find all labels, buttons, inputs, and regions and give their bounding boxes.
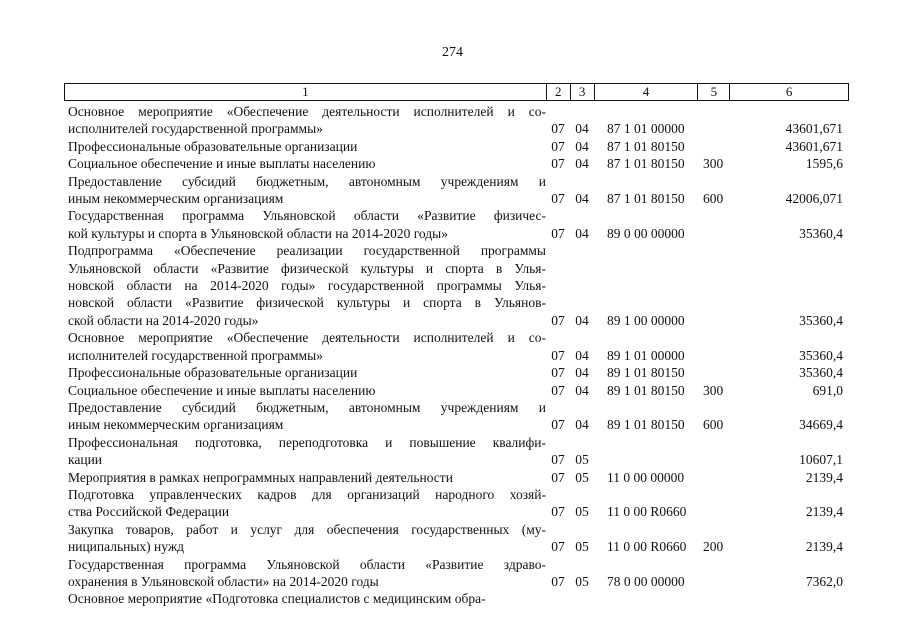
column-header-1: 1 <box>302 84 309 99</box>
table-row <box>64 103 849 138</box>
section-code: 07 <box>551 539 565 555</box>
subsection-code: 05 <box>575 539 589 555</box>
subsection-code: 05 <box>575 469 589 485</box>
description-line: кации <box>68 452 103 468</box>
target-article-code: 87 1 01 80150 <box>607 138 685 154</box>
subsection-code: 04 <box>575 225 589 241</box>
table-row <box>64 434 849 469</box>
description-line: Ульяновской области «Развитие физической культуры и спорта в Улья- <box>68 260 546 276</box>
row-description <box>64 364 546 381</box>
target-article-code: 11 0 00 R0660 <box>607 504 687 520</box>
section-code: 07 <box>551 191 565 207</box>
section-code: 07 <box>551 156 565 172</box>
column-header-2: 2 <box>546 84 570 100</box>
expense-type-code: 600 <box>703 417 724 433</box>
description-line: исполнителей государственной программы» <box>68 121 323 137</box>
table-header <box>64 83 849 101</box>
table-row <box>64 138 849 155</box>
description-line: Социальное обеспечение и иные выплаты населению <box>68 382 376 398</box>
description-line: Профессиональные образовательные организации <box>68 138 358 154</box>
subsection-code: 04 <box>575 347 589 363</box>
description-line: ства Российской Федерации <box>68 504 230 520</box>
description-line: Предоставление субсидий бюджетным, автономным учреждениям и <box>68 173 546 189</box>
description-line: новской области на 2014-2020 годы» государственной программы Улья- <box>68 278 546 294</box>
table-row <box>64 382 849 399</box>
amount: 43601,671 <box>785 121 843 137</box>
section-code: 07 <box>551 382 565 398</box>
description-line: Государственная программа Ульяновской области «Развитие физичес- <box>68 208 546 224</box>
target-article-code: 89 1 01 80150 <box>607 382 685 398</box>
amount: 35360,4 <box>799 347 843 363</box>
section-code: 07 <box>551 312 565 328</box>
amount: 691,0 <box>812 382 843 398</box>
section-code: 07 <box>551 365 565 381</box>
description-line: Основное мероприятие «Обеспечение деятельности исполнителей и со- <box>68 104 546 119</box>
column-header-5: 5 <box>697 84 729 100</box>
row-description <box>64 155 546 172</box>
table-row <box>64 521 849 556</box>
row-description <box>64 590 546 607</box>
subsection-code: 04 <box>575 382 589 398</box>
amount: 2139,4 <box>805 504 843 520</box>
subsection-code: 04 <box>575 417 589 433</box>
subsection-code: 05 <box>575 573 589 589</box>
description-line: иным некоммерческим организациям <box>68 417 284 433</box>
expense-type-code: 200 <box>703 539 724 555</box>
description-line: Закупка товаров, работ и услуг для обеспечения государственных (му- <box>68 521 546 537</box>
subsection-code: 04 <box>575 121 589 137</box>
table-row <box>64 329 849 364</box>
row-description <box>64 103 546 138</box>
table-row <box>64 242 849 329</box>
subsection-code: 05 <box>575 452 589 468</box>
table-row <box>64 155 849 172</box>
description-line: Профессиональная подготовка, переподготовка и повышение квалифи- <box>68 434 546 450</box>
section-code: 07 <box>551 225 565 241</box>
amount: 2139,4 <box>805 539 843 555</box>
amount: 10607,1 <box>799 452 843 468</box>
description-line: охранения в Ульяновской области» на 2014-2020 годы <box>68 573 379 589</box>
target-article-code: 87 1 01 80150 <box>607 191 685 207</box>
table-row <box>64 364 849 381</box>
subsection-code: 04 <box>575 156 589 172</box>
description-line: ниципальных) нужд <box>68 539 185 555</box>
table-row <box>64 207 849 242</box>
description-line: Государственная программа Ульяновской области «Развитие здраво- <box>68 556 546 572</box>
target-article-code: 87 1 01 80150 <box>607 156 685 172</box>
expense-type-code: 600 <box>703 191 724 207</box>
section-code: 07 <box>551 573 565 589</box>
description-line: кой культуры и спорта в Ульяновской области на 2014-2020 годы» <box>68 225 448 241</box>
description-line: Основное мероприятие «Обеспечение деятельности исполнителей и со- <box>68 330 546 346</box>
table-row <box>64 173 849 208</box>
budget-table <box>64 83 849 608</box>
table-row <box>64 469 849 486</box>
target-article-code: 11 0 00 00000 <box>607 469 685 485</box>
description-line: Подпрограмма «Обеспечение реализации государственной программы <box>68 243 546 259</box>
subsection-code: 04 <box>575 365 589 381</box>
expense-type-code: 300 <box>703 156 724 172</box>
amount: 42006,071 <box>785 191 843 207</box>
page-number: 274 <box>442 45 463 60</box>
row-description <box>64 434 546 469</box>
description-line: иным некоммерческим организациям <box>68 191 284 207</box>
column-header-6: 6 <box>729 84 848 100</box>
row-description <box>64 486 546 521</box>
description-line: новской области «Развитие физической культуры и спорта в Ульянов- <box>68 295 546 311</box>
subsection-code: 05 <box>575 504 589 520</box>
target-article-code: 78 0 00 00000 <box>607 573 685 589</box>
amount: 34669,4 <box>799 417 843 433</box>
row-description <box>64 556 546 591</box>
row-description <box>64 242 546 329</box>
row-description <box>64 138 546 155</box>
amount: 2139,4 <box>805 469 843 485</box>
table-row <box>64 399 849 434</box>
target-article-code: 89 1 01 80150 <box>607 365 685 381</box>
column-header-3: 3 <box>570 84 594 100</box>
amount: 35360,4 <box>799 312 843 328</box>
column-header-4: 4 <box>594 84 698 100</box>
section-code: 07 <box>551 347 565 363</box>
row-description <box>64 173 546 208</box>
description-line: Подготовка управленческих кадров для организаций народного хозяй- <box>68 486 546 502</box>
section-code: 07 <box>551 138 565 154</box>
section-code: 07 <box>551 469 565 485</box>
section-code: 07 <box>551 452 565 468</box>
row-description <box>64 399 546 434</box>
amount: 1595,6 <box>805 156 843 172</box>
subsection-code: 04 <box>575 312 589 328</box>
target-article-code: 11 0 00 R0660 <box>607 539 687 555</box>
table-row <box>64 590 849 607</box>
target-article-code: 87 1 01 00000 <box>607 121 685 137</box>
section-code: 07 <box>551 417 565 433</box>
section-code: 07 <box>551 121 565 137</box>
description-line: Мероприятия в рамках непрограммных направлений деятельности <box>68 469 453 485</box>
description-line: ской области на 2014-2020 годы» <box>68 312 259 328</box>
section-code: 07 <box>551 504 565 520</box>
table-row <box>64 556 849 591</box>
description-line: Основное мероприятие «Подготовка специалистов с медицинским обра- <box>68 591 486 607</box>
description-line: Профессиональные образовательные организации <box>68 365 358 381</box>
amount: 35360,4 <box>799 365 843 381</box>
row-description <box>64 329 546 364</box>
target-article-code: 89 1 01 80150 <box>607 417 685 433</box>
description-line: Социальное обеспечение и иные выплаты населению <box>68 156 376 172</box>
row-description <box>64 382 546 399</box>
table-row <box>64 486 849 521</box>
amount: 35360,4 <box>799 225 843 241</box>
table-body <box>64 103 849 608</box>
row-description <box>64 521 546 556</box>
row-description <box>64 207 546 242</box>
description-line: исполнителей государственной программы» <box>68 347 323 363</box>
target-article-code: 89 1 00 00000 <box>607 312 685 328</box>
target-article-code: 89 0 00 00000 <box>607 225 685 241</box>
description-line: Предоставление субсидий бюджетным, автономным учреждениям и <box>68 399 546 415</box>
amount: 7362,0 <box>805 573 843 589</box>
target-article-code: 89 1 01 00000 <box>607 347 685 363</box>
subsection-code: 04 <box>575 138 589 154</box>
expense-type-code: 300 <box>703 382 724 398</box>
subsection-code: 04 <box>575 191 589 207</box>
amount: 43601,671 <box>785 138 843 154</box>
row-description <box>64 469 546 486</box>
